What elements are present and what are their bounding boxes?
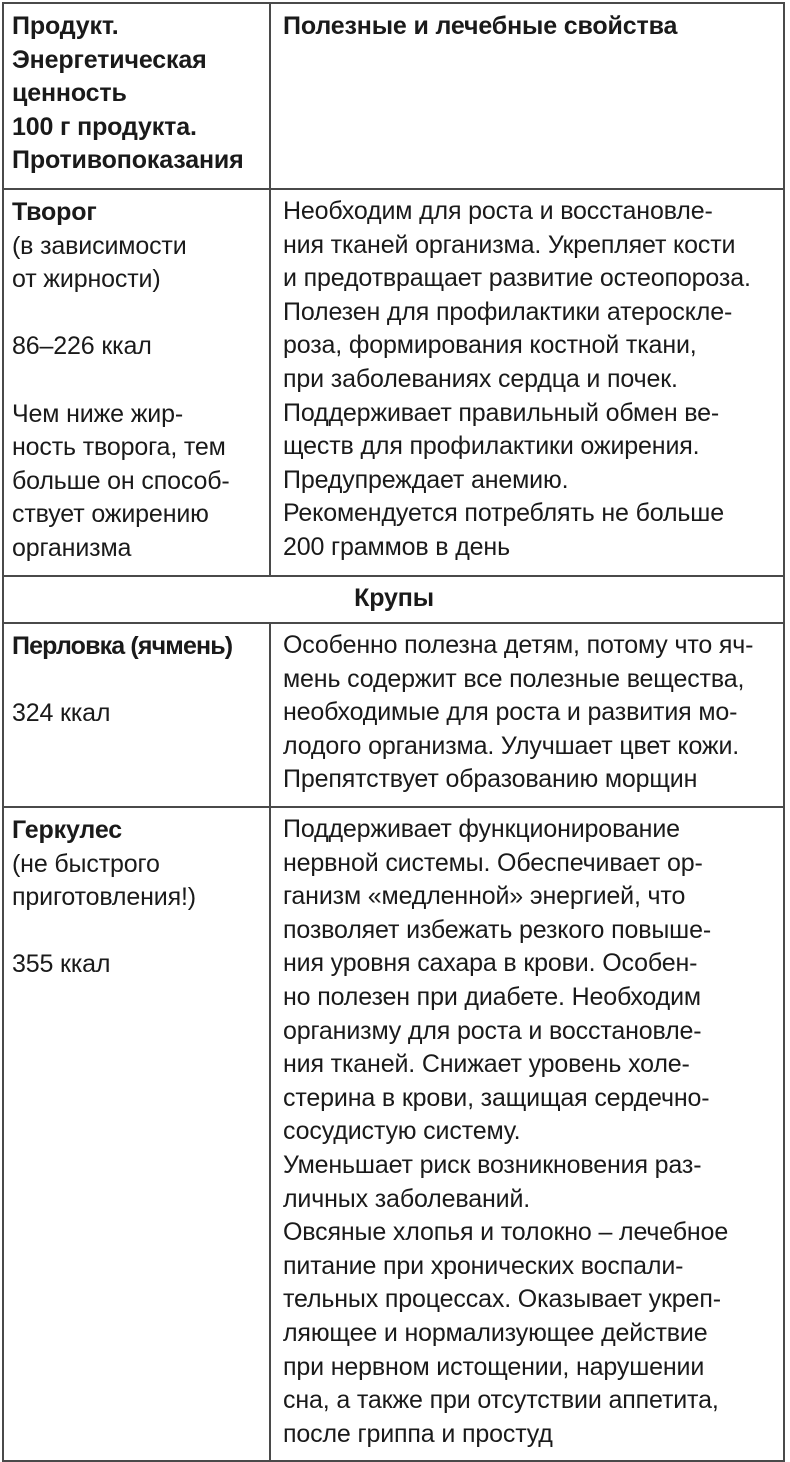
product-note-line-1: Чем ниже жир- bbox=[12, 399, 184, 428]
properties-line: Необходим для роста и восстановле- bbox=[283, 196, 713, 225]
properties-line: тельных процессах. Оказывает укреп- bbox=[283, 1285, 721, 1314]
properties-line: при заболеваниях сердца и почек. bbox=[283, 364, 678, 393]
properties-line: Уменьшает риск возникновения раз- bbox=[283, 1151, 702, 1179]
product-subtitle-line-2: от жирности) bbox=[12, 265, 161, 294]
properties-line: питание при хронических воспали- bbox=[283, 1251, 684, 1280]
header-properties-title: Полезные и лечебные свойства bbox=[283, 12, 678, 40]
properties-line: Овсяные хлопья и толокно – лечебное bbox=[283, 1218, 729, 1247]
nutrition-table bbox=[2, 2, 785, 1462]
product-spacer bbox=[12, 664, 262, 698]
table-row bbox=[3, 189, 784, 576]
properties-line: сосудистую систему. bbox=[283, 1117, 521, 1146]
product-calories: 324 ккал bbox=[12, 699, 111, 728]
properties-line: ляющее и нормализующее действие bbox=[283, 1318, 708, 1347]
product-spacer bbox=[12, 297, 262, 331]
properties-line: ния тканей. Снижает уровень холе- bbox=[283, 1050, 690, 1079]
header-product-line-4: 100 г продукта. bbox=[12, 112, 197, 141]
product-note-line-5: организма bbox=[12, 533, 132, 562]
table-body bbox=[3, 3, 784, 1461]
product-calories: 355 ккал bbox=[12, 950, 111, 979]
properties-cell-tvorog bbox=[270, 189, 784, 576]
properties-line: Поддерживает функционирование bbox=[283, 815, 680, 844]
product-note-line-3: больше он способ- bbox=[12, 466, 230, 495]
properties-line: ществ для профилактики ожирения. bbox=[283, 432, 700, 461]
properties-line: ния уровня сахара в крови. Особен- bbox=[283, 949, 698, 978]
header-product-line-1: Продукт. bbox=[12, 12, 119, 40]
product-subtitle-line-1: (не быстрого bbox=[12, 849, 160, 878]
properties-line: Поддерживает правильный обмен ве- bbox=[283, 398, 720, 427]
product-name: Перловка (ячмень) bbox=[12, 632, 233, 661]
table-section-row bbox=[3, 576, 784, 624]
header-cell-product bbox=[3, 3, 270, 189]
properties-line: после гриппа и простуд bbox=[283, 1419, 553, 1448]
product-cell-gerkules bbox=[3, 807, 270, 1461]
product-spacer bbox=[12, 915, 262, 949]
properties-line: мень содержит все полезные вещества, bbox=[283, 664, 745, 693]
product-name: Геркулес bbox=[12, 816, 122, 845]
properties-line: сна, а также при отсутствии аппетита, bbox=[283, 1386, 719, 1415]
properties-line: при нервном истощении, нарушении bbox=[283, 1352, 705, 1381]
properties-line: стерина в крови, защищая сердечно- bbox=[283, 1083, 710, 1112]
product-note-line-2: ность творога, тем bbox=[12, 433, 226, 462]
properties-line: личных заболеваний. bbox=[283, 1184, 531, 1213]
properties-line: Полезен для профилактики атероскле- bbox=[283, 297, 733, 326]
section-header-krupy: Крупы bbox=[3, 576, 784, 624]
product-note-line-4: ствует ожирению bbox=[12, 500, 209, 529]
product-subtitle-line-1: (в зависимости bbox=[12, 231, 187, 260]
table-row bbox=[3, 623, 784, 807]
properties-line: лодого организма. Улучшает цвет кожи. bbox=[283, 731, 740, 760]
product-subtitle-line-2: приготовления!) bbox=[12, 883, 196, 912]
header-cell-properties bbox=[270, 3, 784, 189]
properties-line: позволяет избежать резкого повыше- bbox=[283, 915, 712, 944]
properties-line: ганизм «медленной» энергией, что bbox=[283, 882, 686, 911]
header-product-line-3: ценность bbox=[12, 79, 127, 108]
header-product-line-2: Энергетическая bbox=[12, 45, 207, 74]
properties-line: и предотвращает развитие остеопороза. bbox=[283, 264, 751, 293]
properties-line: организму для роста и восстановле- bbox=[283, 1016, 702, 1045]
product-calories: 86–226 ккал bbox=[12, 332, 152, 361]
properties-line: роза, формирования костной ткани, bbox=[283, 331, 697, 360]
product-cell-tvorog bbox=[3, 189, 270, 576]
table-header-row bbox=[3, 3, 784, 189]
properties-line: необходимые для роста и развития мо- bbox=[283, 698, 738, 727]
properties-cell-gerkules bbox=[270, 807, 784, 1461]
properties-line: нервной системы. Обеспечивает ор- bbox=[283, 848, 703, 877]
product-spacer bbox=[12, 364, 262, 398]
properties-line: Рекомендуется потреблять не больше bbox=[283, 499, 724, 528]
properties-line: но полезен при диабете. Необходим bbox=[283, 983, 701, 1012]
properties-cell-perlovka bbox=[270, 623, 784, 807]
properties-line: ния тканей организма. Укрепляет кости bbox=[283, 230, 736, 259]
properties-line: Особенно полезна детям, потому что яч- bbox=[283, 631, 754, 660]
properties-line: Препятствует образованию морщин bbox=[283, 765, 698, 794]
table-row bbox=[3, 807, 784, 1461]
product-name: Творог bbox=[12, 197, 97, 226]
product-cell-perlovka bbox=[3, 623, 270, 807]
properties-line: 200 граммов в день bbox=[283, 532, 510, 561]
properties-line: Предупреждает анемию. bbox=[283, 465, 569, 494]
header-product-line-5: Противопоказания bbox=[12, 146, 244, 175]
